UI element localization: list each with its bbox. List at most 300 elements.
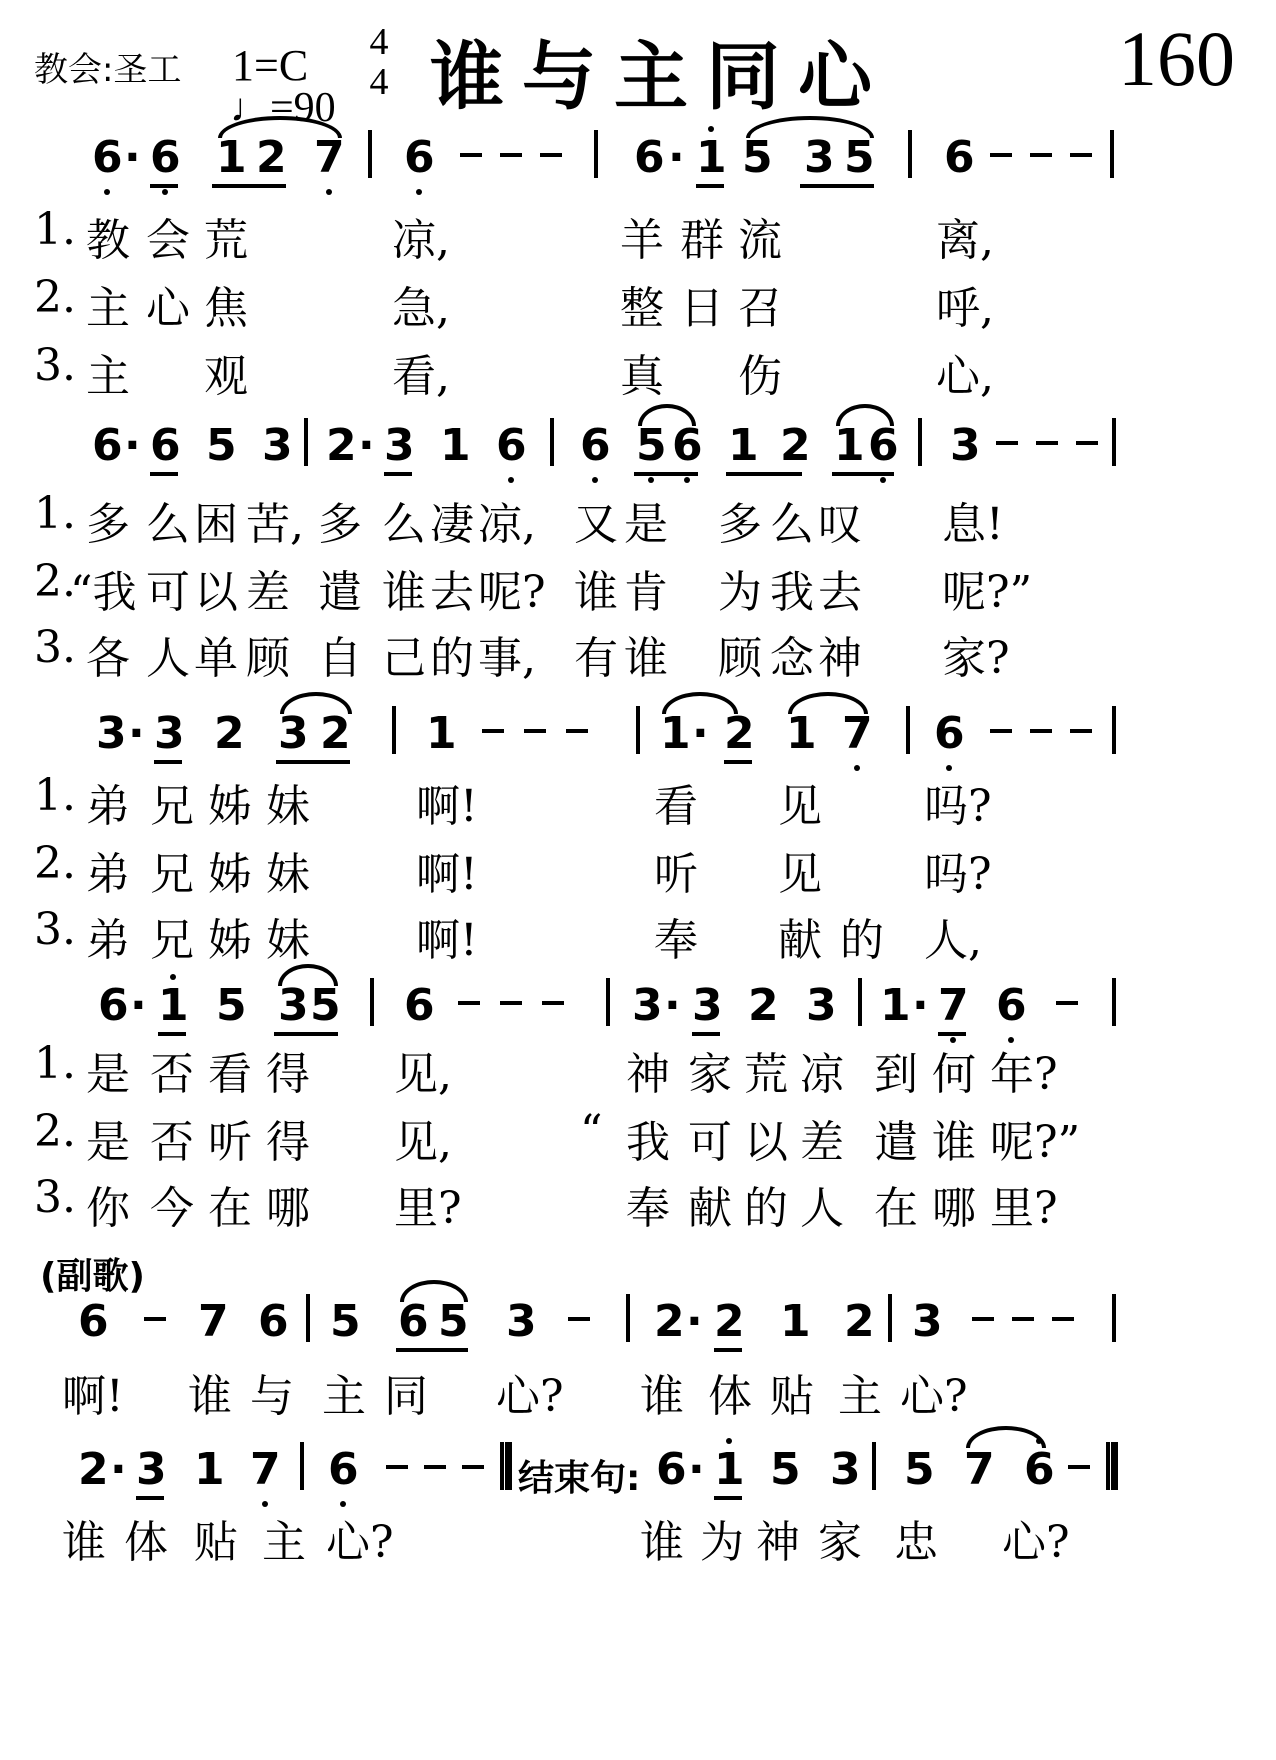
note: 2 xyxy=(256,132,287,183)
note: 2 xyxy=(654,1296,685,1347)
note: 3 xyxy=(806,980,837,1031)
note: 1 xyxy=(216,132,247,183)
lyric-char: 伤 xyxy=(738,351,782,402)
lyric-char: 兄 xyxy=(150,781,194,832)
time-signature xyxy=(362,22,396,102)
key-signature: 1=C xyxy=(232,41,309,90)
lyric-char: 家 xyxy=(688,1049,732,1100)
lyric-char: 主 xyxy=(86,283,130,334)
beam-underline xyxy=(384,472,412,476)
lyric-char: 忠 xyxy=(894,1517,938,1568)
dash xyxy=(386,1465,408,1469)
lyric-char: 去 xyxy=(818,567,862,618)
time-signature-top: 4 xyxy=(369,21,389,63)
dash xyxy=(1052,1317,1074,1321)
note: 7 xyxy=(314,132,345,183)
lyric-char: 苦, xyxy=(246,499,304,550)
lyric-char: 谁 xyxy=(574,567,618,618)
barline xyxy=(1112,418,1116,466)
note: 3 xyxy=(950,420,981,471)
note: 3 xyxy=(96,708,127,759)
dash xyxy=(1068,1465,1090,1469)
lyric-char: 贴 xyxy=(770,1371,814,1422)
lyric-char: 叹 xyxy=(818,499,862,550)
lyric-char: 姊 xyxy=(208,849,252,900)
note: 6 xyxy=(580,420,611,471)
lyric-char: 多 xyxy=(86,499,130,550)
lyric-char: 见 xyxy=(778,849,822,900)
dash xyxy=(460,153,482,157)
dash xyxy=(568,1317,590,1321)
note: 1 xyxy=(728,420,759,471)
lyric-char: 可 xyxy=(688,1117,732,1168)
note: 2 xyxy=(326,420,357,471)
note: 3 xyxy=(692,980,723,1031)
dot: · xyxy=(912,980,929,1031)
lyric-char: 自 xyxy=(318,633,362,684)
barline xyxy=(594,130,598,178)
note: 7 xyxy=(938,980,969,1031)
lyric-char: 么 xyxy=(382,499,426,550)
lyric-char: 神 xyxy=(626,1049,670,1100)
lyric-char: 姊 xyxy=(208,915,252,966)
note: 6 xyxy=(98,980,129,1031)
lyric-char: 流 xyxy=(738,215,782,266)
lyric-char: 否 xyxy=(150,1049,194,1100)
lyric-char: 凄 xyxy=(430,499,474,550)
note: 2 xyxy=(724,708,755,759)
notation-line xyxy=(0,132,1276,182)
note: 1 xyxy=(426,708,457,759)
beam-underline xyxy=(634,472,698,476)
note: 6 xyxy=(92,420,123,471)
dot: · xyxy=(128,708,145,759)
lyric-char: 在 xyxy=(208,1183,252,1234)
note: 3 xyxy=(830,1444,861,1495)
barline xyxy=(918,418,922,466)
lyric-char: 单 xyxy=(194,633,238,684)
tempo-value: =90 xyxy=(270,85,336,131)
lyric-char: 人 xyxy=(146,633,190,684)
lyric-char: 困 xyxy=(194,499,238,550)
note: 3 xyxy=(262,420,293,471)
note: 7 xyxy=(250,1444,281,1495)
lyric-char: 凉, xyxy=(478,499,536,550)
slur-mark xyxy=(662,692,738,714)
dash xyxy=(542,1001,564,1005)
lyric-char: 心? xyxy=(900,1371,968,1422)
lyric-char: 献 xyxy=(778,915,822,966)
lyric-char: 顾 xyxy=(246,633,290,684)
dash xyxy=(1070,729,1092,733)
lyric-char: 是 xyxy=(86,1049,130,1100)
lyric-char: 奉 xyxy=(626,1183,670,1234)
lyric-char: 神 xyxy=(756,1517,800,1568)
dash xyxy=(566,729,588,733)
hymn-number: 160 xyxy=(1118,15,1235,102)
beam-underline xyxy=(696,184,724,188)
lyric-line-final xyxy=(0,1506,1276,1568)
lyric-char: 吗? xyxy=(924,849,992,900)
lyric-char: 心 xyxy=(146,283,190,334)
note: 3 xyxy=(506,1296,537,1347)
beam-underline xyxy=(150,184,178,188)
dot: · xyxy=(692,708,709,759)
lyric-char: 是 xyxy=(624,499,668,550)
note: 6 xyxy=(634,132,665,183)
lyric-char: 主 xyxy=(262,1517,306,1568)
note: 3 xyxy=(384,420,415,471)
note: 2 xyxy=(844,1296,875,1347)
note: 3 xyxy=(278,708,309,759)
lyric-char: 以 xyxy=(194,567,238,618)
lyric-char: 听 xyxy=(654,849,698,900)
dot: · xyxy=(668,132,685,183)
lyric-char: 否 xyxy=(150,1117,194,1168)
lyric-char: 看 xyxy=(654,781,698,832)
lyric-line-verse-1 xyxy=(0,770,1276,832)
lyric-char: 日 xyxy=(680,283,724,334)
barline xyxy=(1112,1294,1116,1342)
lyric-char: 你 xyxy=(86,1183,130,1234)
lyric-char: “ xyxy=(580,1106,603,1157)
lyric-char: 心? xyxy=(1002,1517,1070,1568)
slur-mark xyxy=(400,1280,468,1302)
dash xyxy=(540,153,562,157)
note: 5 xyxy=(438,1296,469,1347)
lyric-char: 家? xyxy=(942,633,1010,684)
verse-number: 2. xyxy=(34,838,76,889)
beam-underline xyxy=(158,1032,186,1036)
lyric-char: 献 xyxy=(688,1183,732,1234)
lyric-char: 呢?” xyxy=(942,567,1033,618)
note: 6 xyxy=(944,132,975,183)
verse-number: 2. xyxy=(34,556,76,607)
lyric-char: 妹 xyxy=(266,781,310,832)
lyric-char: 姊 xyxy=(208,781,252,832)
note: 3 xyxy=(154,708,185,759)
lyric-char: 妹 xyxy=(266,915,310,966)
lyric-char: 遣 xyxy=(318,567,362,618)
dash xyxy=(996,441,1018,445)
barline xyxy=(368,130,372,178)
beam-underline xyxy=(274,1032,338,1036)
lyric-char: 兄 xyxy=(150,915,194,966)
barline xyxy=(370,978,374,1026)
verse-number: 1. xyxy=(34,770,76,821)
verse-number: 3. xyxy=(34,622,76,673)
verse-number: 2. xyxy=(34,1106,76,1157)
note: 1 xyxy=(194,1444,225,1495)
dash xyxy=(524,729,546,733)
lyric-line-verse-3 xyxy=(0,340,1276,402)
note: 2 xyxy=(748,980,779,1031)
lyric-line-verse-1 xyxy=(0,204,1276,266)
barline xyxy=(550,418,554,466)
lyric-char: 息! xyxy=(942,499,1004,550)
note: 6 xyxy=(92,132,123,183)
note: 6 xyxy=(258,1296,289,1347)
lyric-line-verse-3 xyxy=(0,1172,1276,1234)
lyric-char: 有 xyxy=(574,633,618,684)
lyric-line-verse-1 xyxy=(0,488,1276,550)
beam-underline xyxy=(832,472,894,476)
lyric-char: 年? xyxy=(990,1049,1058,1100)
beam-underline xyxy=(724,760,752,764)
lyric-char: 遣 xyxy=(874,1117,918,1168)
lyric-char: 观 xyxy=(204,351,248,402)
note: 5 xyxy=(310,980,341,1031)
lyric-char: 多 xyxy=(318,499,362,550)
lyric-char: 妹 xyxy=(266,849,310,900)
lyric-char: 顾 xyxy=(718,633,762,684)
barline xyxy=(606,978,610,1026)
lyric-char: 体 xyxy=(708,1371,752,1422)
lyric-char: 又 xyxy=(574,499,618,550)
barline xyxy=(304,418,308,466)
barline xyxy=(872,1442,876,1490)
verse-number: 1. xyxy=(34,204,76,255)
lyric-char: 是 xyxy=(86,1117,130,1168)
dash xyxy=(1012,1317,1034,1321)
note: 1 xyxy=(696,132,727,183)
note: 2 xyxy=(320,708,351,759)
double-barline xyxy=(1106,1442,1118,1490)
lyric-char: 同 xyxy=(384,1371,428,1422)
note: 5 xyxy=(206,420,237,471)
barline xyxy=(908,130,912,178)
lyric-char: 急, xyxy=(392,283,450,334)
lyric-char: 见, xyxy=(394,1117,452,1168)
dash xyxy=(482,729,504,733)
lyric-char: 呢?” xyxy=(990,1117,1081,1168)
lyric-char: 念 xyxy=(770,633,814,684)
slur-mark xyxy=(836,404,894,426)
beam-underline xyxy=(692,1032,720,1036)
lyric-char: 啊! xyxy=(416,781,478,832)
lyric-char: 见, xyxy=(394,1049,452,1100)
beam-underline xyxy=(396,1348,468,1352)
note: 6 xyxy=(672,420,703,471)
lyric-char: 呼, xyxy=(936,283,994,334)
lyric-char: 各 xyxy=(86,633,130,684)
lyric-line-verse-1 xyxy=(0,1038,1276,1100)
time-signature-bottom: 4 xyxy=(369,61,389,103)
barline xyxy=(1110,130,1114,178)
lyric-char: 得 xyxy=(266,1117,310,1168)
note: 5 xyxy=(904,1444,935,1495)
lyric-char: 羊 xyxy=(620,215,664,266)
lyric-char: “我 xyxy=(70,567,137,618)
note: 5 xyxy=(330,1296,361,1347)
verse-number: 3. xyxy=(34,340,76,391)
dash xyxy=(424,1465,446,1469)
lyric-char: 看 xyxy=(208,1049,252,1100)
beam-underline xyxy=(714,1496,742,1500)
note: 5 xyxy=(636,420,667,471)
lyric-char: 谁 xyxy=(640,1517,684,1568)
lyric-char: 贴 xyxy=(194,1517,238,1568)
note: 6 xyxy=(496,420,527,471)
lyric-char: 差 xyxy=(246,567,290,618)
lyric-char: 的 xyxy=(744,1183,788,1234)
lyric-char: 人 xyxy=(800,1183,844,1234)
lyric-char: 吗? xyxy=(924,781,992,832)
note: 6 xyxy=(150,132,181,183)
lyric-char: 啊! xyxy=(62,1371,124,1422)
lyric-char: 肯 xyxy=(624,567,668,618)
chorus-label: (副歌) xyxy=(40,1256,145,1297)
note: 5 xyxy=(770,1444,801,1495)
dot: · xyxy=(110,1444,127,1495)
beam-underline xyxy=(800,184,874,188)
dot: · xyxy=(124,132,141,183)
note: 6 xyxy=(328,1444,359,1495)
note: 2 xyxy=(714,1296,745,1347)
lyric-char: 凉 xyxy=(800,1049,844,1100)
lyric-char: 在 xyxy=(874,1183,918,1234)
note: 1 xyxy=(440,420,471,471)
lyric-char: 主 xyxy=(86,351,130,402)
lyric-char: 召 xyxy=(738,283,782,334)
slur-mark xyxy=(966,1426,1046,1448)
barline xyxy=(888,1294,892,1342)
lyric-char: 呢? xyxy=(478,567,546,618)
hymn-title: 谁与主同心 xyxy=(430,34,890,120)
beam-underline xyxy=(938,1032,966,1036)
barline xyxy=(1112,706,1116,754)
dot: · xyxy=(124,420,141,471)
lyric-char: 焦 xyxy=(204,283,248,334)
lyric-char: 里? xyxy=(990,1183,1058,1234)
lyric-char: 谁 xyxy=(932,1117,976,1168)
note: 2 xyxy=(780,420,811,471)
barline xyxy=(306,1294,310,1342)
lyric-char: 谁 xyxy=(624,633,668,684)
note: 7 xyxy=(964,1444,995,1495)
lyric-char: 与 xyxy=(250,1371,294,1422)
barline xyxy=(392,706,396,754)
dash xyxy=(990,153,1012,157)
lyric-char: 今 xyxy=(150,1183,194,1234)
note: 1 xyxy=(158,980,189,1031)
lyric-char: 以 xyxy=(744,1117,788,1168)
lyric-char: 啊! xyxy=(416,849,478,900)
lyric-char: 的 xyxy=(430,633,474,684)
lyric-char: 可 xyxy=(146,567,190,618)
lyric-char: 人, xyxy=(924,915,982,966)
verse-number: 2. xyxy=(34,272,76,323)
lyric-char: 荒 xyxy=(204,215,248,266)
lyric-char: 得 xyxy=(266,1049,310,1100)
lyric-line-verse-2 xyxy=(0,556,1276,618)
note: 3 xyxy=(912,1296,943,1347)
dash xyxy=(144,1317,166,1321)
note: 6 xyxy=(656,1444,687,1495)
note: 5 xyxy=(216,980,247,1031)
note: 5 xyxy=(844,132,875,183)
lyric-char: 神 xyxy=(818,633,862,684)
beam-underline xyxy=(726,472,802,476)
lyric-char: 啊! xyxy=(416,915,478,966)
quarter-note-icon: ♩ xyxy=(230,85,270,130)
lyric-char: 么 xyxy=(770,499,814,550)
notation-line xyxy=(0,420,1276,470)
note: 6 xyxy=(150,420,181,471)
lyric-char: 哪 xyxy=(266,1183,310,1234)
dash xyxy=(1056,1001,1078,1005)
note: 1 xyxy=(834,420,865,471)
note: 1 xyxy=(660,708,691,759)
barline xyxy=(1112,978,1116,1026)
lyric-char: 为 xyxy=(718,567,762,618)
dash xyxy=(1030,729,1052,733)
lyric-char: 谁 xyxy=(382,567,426,618)
lyric-char: 家 xyxy=(818,1517,862,1568)
dash xyxy=(1030,153,1052,157)
lyric-line-verse-3 xyxy=(0,622,1276,684)
barline xyxy=(858,978,862,1026)
dash xyxy=(1070,153,1092,157)
lyric-char: 主 xyxy=(322,1371,366,1422)
verse-number: 1. xyxy=(34,488,76,539)
verse-number: 1. xyxy=(34,1038,76,1089)
lyric-char: 看, xyxy=(392,351,450,402)
note: 3 xyxy=(136,1444,167,1495)
note: 7 xyxy=(198,1296,229,1347)
lyric-char: 事, xyxy=(478,633,536,684)
note: 6 xyxy=(868,420,899,471)
lyric-line-verse-2 xyxy=(0,272,1276,334)
lyric-char: 么 xyxy=(146,499,190,550)
barline xyxy=(300,1442,304,1490)
dash xyxy=(500,153,522,157)
note: 6 xyxy=(1024,1444,1055,1495)
lyric-char: 到 xyxy=(874,1049,918,1100)
beam-underline xyxy=(212,184,286,188)
lyric-char: 教 xyxy=(86,215,130,266)
note: 6 xyxy=(404,980,435,1031)
lyric-char: 听 xyxy=(208,1117,252,1168)
dash xyxy=(972,1317,994,1321)
lyric-char: 心, xyxy=(936,351,994,402)
lyric-char: 谁 xyxy=(62,1517,106,1568)
lyric-char: 弟 xyxy=(86,915,130,966)
dot: · xyxy=(358,420,375,471)
note: 5 xyxy=(742,132,773,183)
hymn-category: 教会:圣工 xyxy=(34,50,182,90)
note: 1 xyxy=(780,1296,811,1347)
lyric-char: 己 xyxy=(382,633,426,684)
lyric-char: 荒 xyxy=(744,1049,788,1100)
dot: · xyxy=(664,980,681,1031)
note: 2 xyxy=(214,708,245,759)
verse-number: 3. xyxy=(34,904,76,955)
note: 1 xyxy=(880,980,911,1031)
lyric-char: 心? xyxy=(326,1517,394,1568)
lyric-char: 兄 xyxy=(150,849,194,900)
dot: · xyxy=(688,1444,705,1495)
lyric-char: 里? xyxy=(394,1183,462,1234)
lyric-char: 主 xyxy=(838,1371,882,1422)
beam-underline xyxy=(714,1348,742,1352)
lyric-char: 多 xyxy=(718,499,762,550)
dash xyxy=(1036,441,1058,445)
lyric-char: 见 xyxy=(778,781,822,832)
note: 3 xyxy=(632,980,663,1031)
ending-label: 结束句: xyxy=(518,1458,641,1499)
note: 6 xyxy=(996,980,1027,1031)
